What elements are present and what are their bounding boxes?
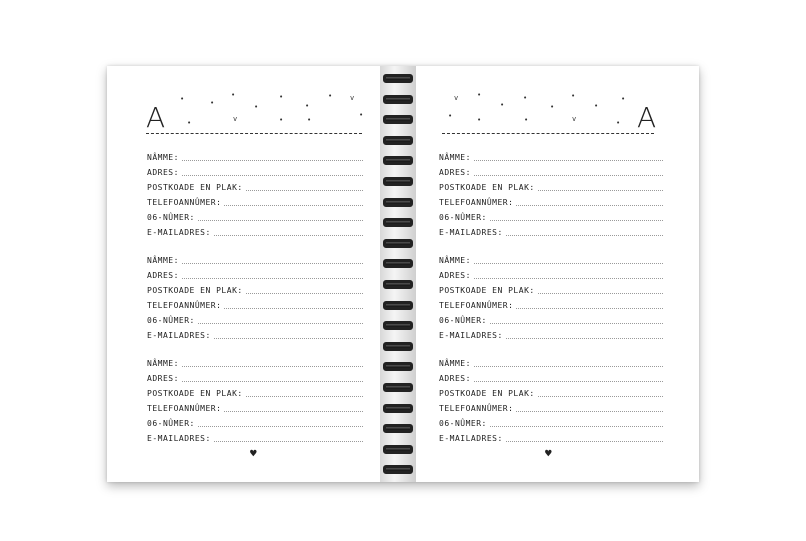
left-page: A • • • • • • • • • • v v • NÂMME: ADRES: POSTKOADE EN PLAK: TELEFOANNÛMER: 06-NÛMER: E-MAILADRES: NÂMME: ADRES: POSTKOADE EN PLAK: TELEFOANNÛMER: 06-NÛMER: E-MAILADRES: NÂMME: ADRES: POSTKOADE EN PLAK: TELEFOANNÛMER: 06-NÛMER: E-MAILADRES: ♥ — [107, 66, 380, 482]
writing-line[interactable] — [224, 205, 363, 206]
field-label: TELEFOANNÛMER: — [439, 301, 514, 310]
binding-ring — [383, 198, 413, 207]
field-label: POSTKOADE EN PLAK: — [147, 183, 243, 192]
writing-line[interactable] — [182, 366, 363, 367]
field-label: ADRES: — [439, 271, 471, 280]
writing-line[interactable] — [182, 160, 363, 161]
writing-line[interactable] — [516, 308, 663, 309]
form-field — [147, 180, 363, 192]
binding-ring — [383, 136, 413, 145]
notebook-spread — [107, 66, 699, 482]
writing-line[interactable] — [246, 396, 363, 397]
field-label: 06-NÛMER: — [147, 316, 195, 325]
field-label: E-MAILADRES: — [439, 331, 503, 340]
field-label: E-MAILADRES: — [147, 434, 211, 443]
binding-ring — [383, 465, 413, 474]
page-letter: A — [637, 101, 657, 134]
field-label: ADRES: — [147, 374, 179, 383]
binding-ring — [383, 156, 413, 165]
page-letter: A — [146, 101, 166, 134]
writing-line[interactable] — [246, 190, 363, 191]
binding-ring — [383, 280, 413, 289]
writing-line[interactable] — [538, 396, 663, 397]
field-label: ADRES: — [439, 374, 471, 383]
writing-line[interactable] — [182, 263, 363, 264]
field-label: TELEFOANNÛMER: — [147, 198, 222, 207]
binding-ring — [383, 342, 413, 351]
writing-line[interactable] — [538, 190, 663, 191]
form-field — [147, 283, 363, 295]
field-label: POSTKOADE EN PLAK: — [439, 183, 535, 192]
form-field — [147, 416, 363, 428]
form-field — [439, 298, 663, 310]
writing-line[interactable] — [474, 160, 663, 161]
field-label: TELEFOANNÛMER: — [147, 301, 222, 310]
field-label: NÂMME: — [439, 359, 471, 368]
form-field — [439, 210, 663, 222]
writing-line[interactable] — [214, 441, 363, 442]
binding-ring — [383, 404, 413, 413]
form-field — [147, 253, 363, 265]
form-field — [439, 283, 663, 295]
form-field — [147, 386, 363, 398]
writing-line[interactable] — [506, 338, 663, 339]
field-label: TELEFOANNÛMER: — [147, 404, 222, 413]
form-field — [439, 386, 663, 398]
binding-ring — [383, 115, 413, 124]
field-label: 06-NÛMER: — [439, 213, 487, 222]
form-field — [147, 431, 363, 443]
right-page: A v • • • • • • • • • • v • NÂMME: ADRES: POSTKOADE EN PLAK: TELEFOANNÛMER: 06-NÛMER: E-MAILADRES: NÂMME: ADRES: POSTKOADE EN PLAK: TELEFOANNÛMER: 06-NÛMER: E-MAILADRES: NÂMME: ADRES: POSTKOADE EN PLAK: TELEFOANNÛMER: 06-NÛMER: E-MAILADRES: ♥ — [416, 66, 699, 482]
binding-ring — [383, 445, 413, 454]
field-label: ADRES: — [147, 168, 179, 177]
binding-ring — [383, 321, 413, 330]
writing-line[interactable] — [182, 381, 363, 382]
field-label: ADRES: — [147, 271, 179, 280]
form-field — [439, 268, 663, 280]
form-field — [147, 225, 363, 237]
form-field — [147, 150, 363, 162]
binding-ring — [383, 259, 413, 268]
field-label: POSTKOADE EN PLAK: — [439, 389, 535, 398]
field-label: E-MAILADRES: — [147, 331, 211, 340]
field-label: NÂMME: — [439, 153, 471, 162]
header-divider — [146, 133, 362, 134]
field-label: NÂMME: — [147, 256, 179, 265]
spiral-binding — [380, 66, 416, 482]
form-field — [147, 210, 363, 222]
header-divider — [442, 133, 654, 134]
form-field — [147, 298, 363, 310]
field-label: 06-NÛMER: — [439, 316, 487, 325]
form-field — [439, 313, 663, 325]
form-field — [147, 195, 363, 207]
field-label: TELEFOANNÛMER: — [439, 198, 514, 207]
writing-line[interactable] — [506, 441, 663, 442]
form-field — [439, 416, 663, 428]
field-label: NÂMME: — [147, 359, 179, 368]
form-field — [147, 401, 363, 413]
writing-line[interactable] — [516, 205, 663, 206]
form-field — [439, 328, 663, 340]
form-field — [439, 356, 663, 368]
form-field — [439, 253, 663, 265]
writing-line[interactable] — [224, 308, 363, 309]
writing-line[interactable] — [214, 338, 363, 339]
field-label: TELEFOANNÛMER: — [439, 404, 514, 413]
binding-ring — [383, 95, 413, 104]
binding-ring — [383, 218, 413, 227]
form-field — [439, 225, 663, 237]
writing-line[interactable] — [182, 278, 363, 279]
field-label: POSTKOADE EN PLAK: — [147, 389, 243, 398]
form-field — [147, 371, 363, 383]
binding-ring — [383, 74, 413, 83]
writing-line[interactable] — [198, 220, 363, 221]
writing-line[interactable] — [474, 175, 663, 176]
writing-line[interactable] — [224, 411, 363, 412]
writing-line[interactable] — [490, 220, 663, 221]
writing-line[interactable] — [516, 411, 663, 412]
field-label: POSTKOADE EN PLAK: — [439, 286, 535, 295]
field-label: ADRES: — [439, 168, 471, 177]
field-label: POSTKOADE EN PLAK: — [147, 286, 243, 295]
form-field — [439, 180, 663, 192]
writing-line[interactable] — [490, 426, 663, 427]
field-label: NÂMME: — [439, 256, 471, 265]
writing-line[interactable] — [474, 278, 663, 279]
writing-line[interactable] — [474, 381, 663, 382]
form-field — [147, 328, 363, 340]
heart-icon: ♥ — [545, 447, 552, 460]
binding-ring — [383, 383, 413, 392]
field-label: NÂMME: — [147, 153, 179, 162]
form-field — [147, 313, 363, 325]
form-field — [439, 431, 663, 443]
binding-ring — [383, 424, 413, 433]
writing-line[interactable] — [474, 263, 663, 264]
form-field — [439, 371, 663, 383]
form-field — [439, 150, 663, 162]
form-field — [439, 165, 663, 177]
writing-line[interactable] — [198, 323, 363, 324]
writing-line[interactable] — [474, 366, 663, 367]
binding-ring — [383, 239, 413, 248]
field-label: E-MAILADRES: — [439, 434, 503, 443]
binding-ring — [383, 301, 413, 310]
form-field — [439, 195, 663, 207]
field-label: E-MAILADRES: — [147, 228, 211, 237]
writing-line[interactable] — [246, 293, 363, 294]
field-label: 06-NÛMER: — [147, 213, 195, 222]
form-field — [439, 401, 663, 413]
form-field — [147, 165, 363, 177]
form-field — [147, 356, 363, 368]
form-field — [147, 268, 363, 280]
heart-icon: ♥ — [250, 447, 257, 460]
writing-line[interactable] — [182, 175, 363, 176]
binding-ring — [383, 177, 413, 186]
field-label: 06-NÛMER: — [147, 419, 195, 428]
writing-line[interactable] — [490, 323, 663, 324]
writing-line[interactable] — [214, 235, 363, 236]
writing-line[interactable] — [506, 235, 663, 236]
field-label: E-MAILADRES: — [439, 228, 503, 237]
field-label: 06-NÛMER: — [439, 419, 487, 428]
binding-ring — [383, 362, 413, 371]
writing-line[interactable] — [538, 293, 663, 294]
writing-line[interactable] — [198, 426, 363, 427]
